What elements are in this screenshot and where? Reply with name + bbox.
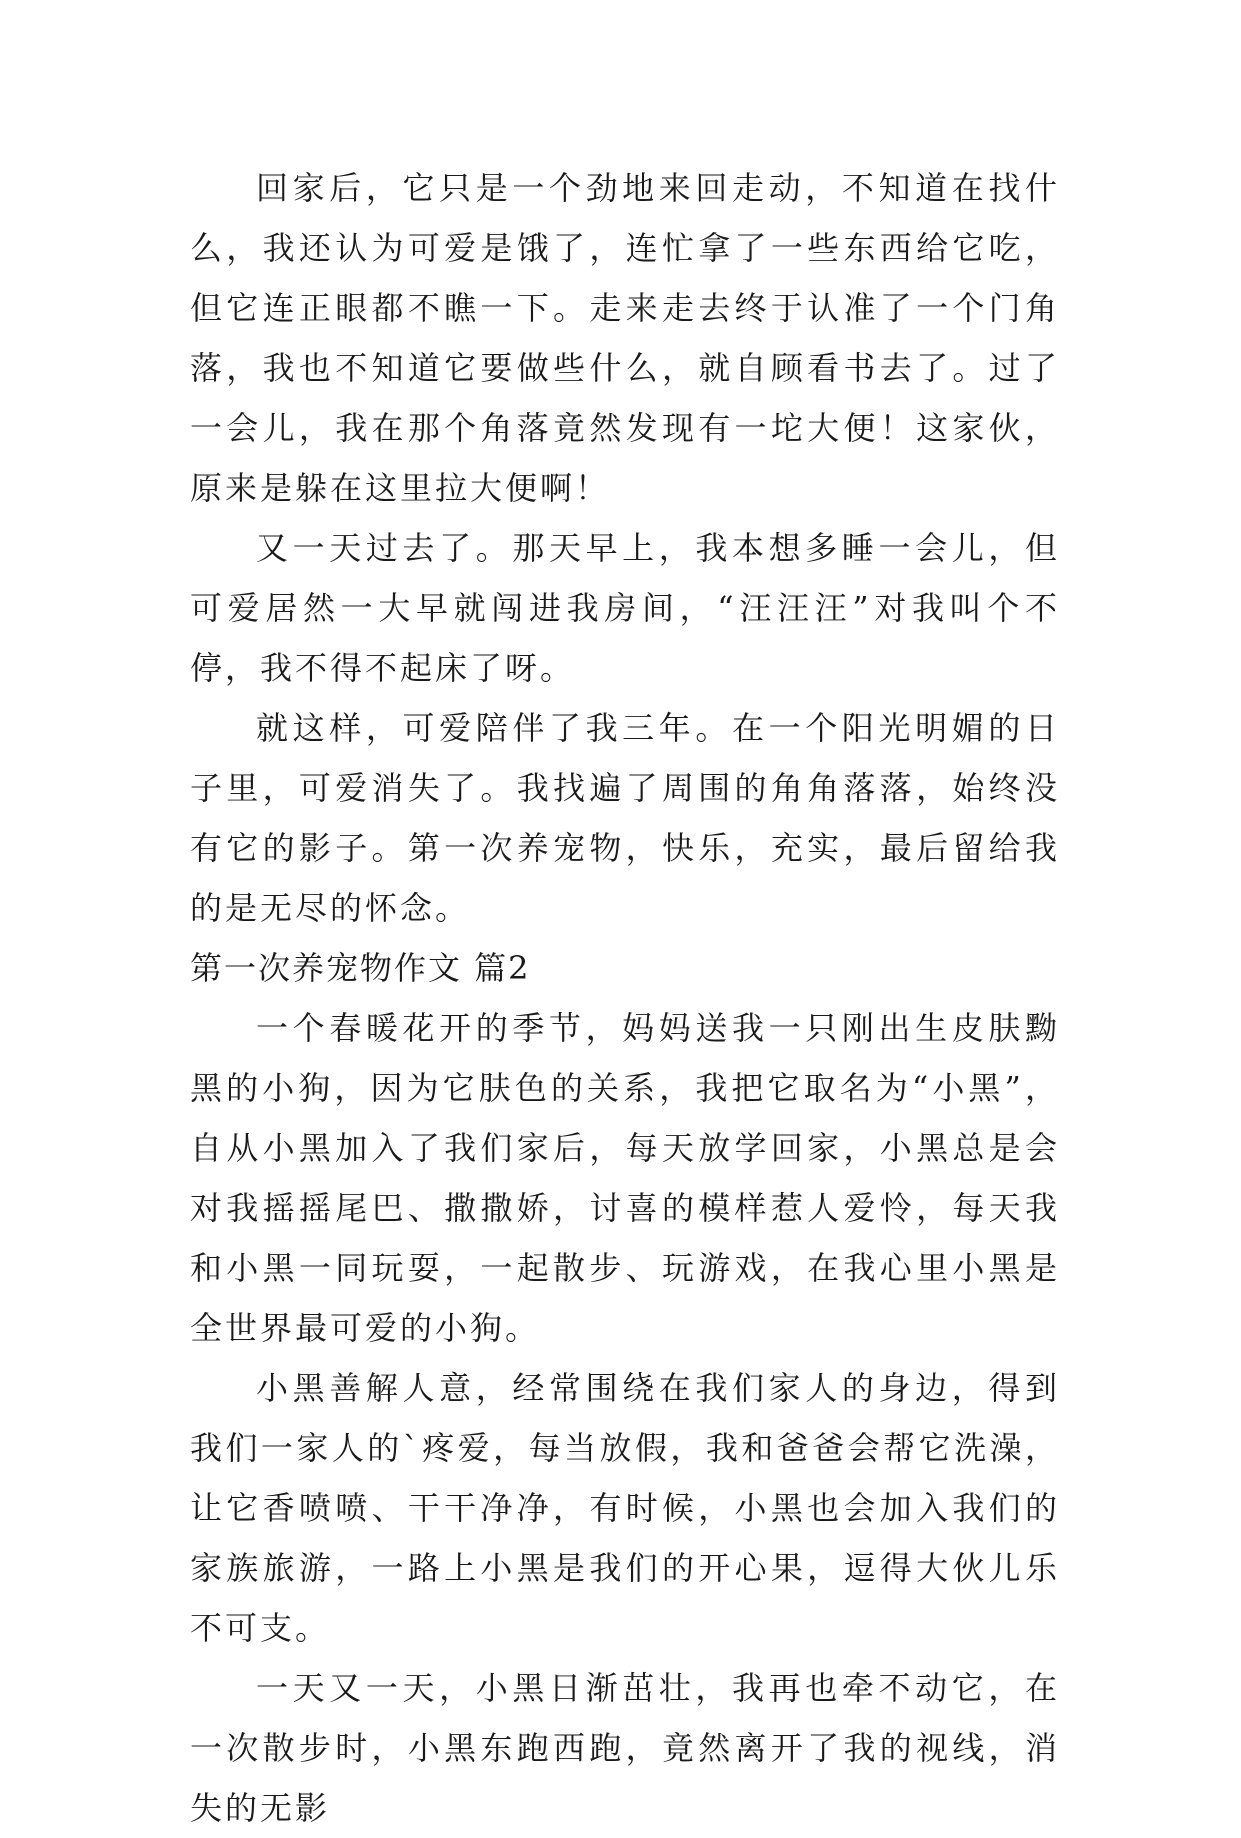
document-body [190, 158, 1060, 1838]
paragraph: 一天又一天，小黑日渐茁壮，我再也牵不动它，在一次散步时，小黑东跑西跑，竟然离开了我的视线，消失的无影 [190, 1669, 1060, 1827]
paragraph: 就这样，可爱陪伴了我三年。在一个阳光明媚的日子里，可爱消失了。我找遍了周围的角角落落，始终没有它的影子。第一次养宠物，快乐，充实，最后留给我的是无尽的怀念。 [190, 709, 1060, 927]
paragraph: 小黑善解人意，经常围绕在我们家人的身边，得到我们一家人的`疼爱，每当放假，我和爸爸会帮它洗澡，让它香喷喷、干干净净，有时候，小黑也会加入我们的家族旅游，一路上小黑是我们的开心果，逗得大伙儿乐不可支。 [190, 1369, 1060, 1647]
paragraph: 又一天过去了。那天早上，我本想多睡一会儿，但可爱居然一大早就闯进我房间，“汪汪汪”对我叫个不停，我不得不起床了呀。 [190, 529, 1060, 687]
paragraph: 回家后，它只是一个劲地来回走动，不知道在找什么，我还认为可爱是饿了，连忙拿了一些东西给它吃，但它连正眼都不瞧一下。走来走去终于认准了一个门角落，我也不知道它要做些什么，就自顾看书去了。过了一会儿，我在那个角落竟然发现有一坨大便！这家伙，原来是躲在这里拉大便啊！ [190, 169, 1060, 507]
section-heading: 第一次养宠物作文 篇2 [190, 949, 531, 987]
paragraph: 一个春暖花开的季节，妈妈送我一只刚出生皮肤黝黑的小狗，因为它肤色的关系，我把它取名为“小黑”，自从小黑加入了我们家后，每天放学回家，小黑总是会对我摇摇尾巴、撒撒娇，讨喜的模样惹人爱怜，每天我和小黑一同玩耍，一起散步、玩游戏，在我心里小黑是全世界最可爱的小狗。 [190, 1009, 1060, 1347]
